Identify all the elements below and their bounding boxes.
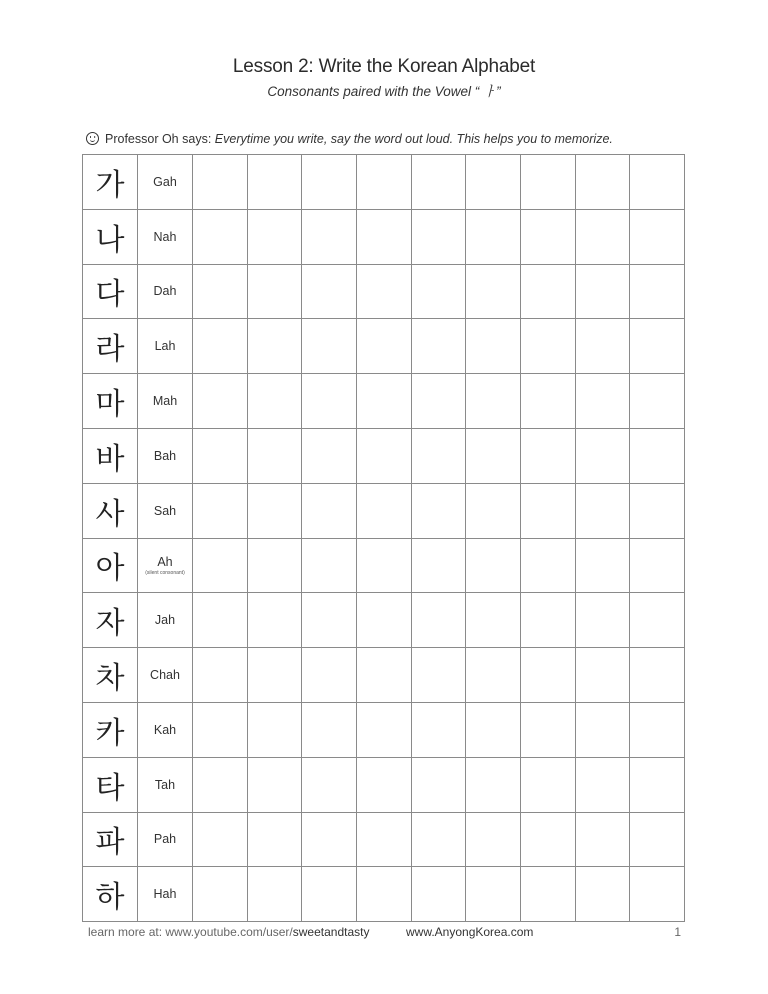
writing-practice-cell (356, 648, 411, 703)
romanization-note: (silent consonant) (145, 569, 185, 576)
writing-practice-cell (247, 483, 302, 538)
writing-practice-cell (411, 319, 466, 374)
writing-practice-cell (302, 757, 357, 812)
writing-practice-cell (193, 319, 248, 374)
hangul-syllable: 카 (83, 702, 138, 757)
romanization-cell (138, 757, 193, 812)
romanization: Hah (153, 887, 177, 902)
romanization: Tah (154, 777, 176, 792)
writing-practice-cell (520, 757, 575, 812)
hangul-syllable: 가 (83, 155, 138, 210)
writing-practice-cell (193, 867, 248, 922)
writing-practice-cell (247, 757, 302, 812)
writing-practice-cell (630, 428, 685, 483)
writing-practice-cell (411, 593, 466, 648)
writing-practice-cell (575, 374, 630, 429)
writing-practice-cell (466, 812, 521, 867)
writing-practice-cell (356, 264, 411, 319)
writing-practice-cell (302, 428, 357, 483)
smiley-icon (86, 132, 99, 145)
page-number: 1 (674, 925, 681, 939)
writing-practice-cell (193, 428, 248, 483)
writing-practice-cell (466, 209, 521, 264)
romanization-cell (138, 428, 193, 483)
practice-row (83, 538, 685, 593)
romanization: Dah (153, 284, 177, 299)
writing-practice-cell (193, 483, 248, 538)
writing-practice-cell (411, 812, 466, 867)
romanization: Nah (153, 229, 177, 244)
romanization-cell (138, 155, 193, 210)
tip-message: Everytime you write, say the word out loud. This helps you to memorize. (214, 132, 613, 146)
practice-row (83, 264, 685, 319)
hangul-syllable: 바 (83, 428, 138, 483)
writing-practice-cell (575, 757, 630, 812)
writing-practice-cell (466, 648, 521, 703)
writing-practice-cell (356, 209, 411, 264)
writing-practice-cell (520, 319, 575, 374)
practice-row (83, 593, 685, 648)
writing-practice-cell (630, 538, 685, 593)
writing-practice-cell (356, 428, 411, 483)
writing-practice-cell (630, 757, 685, 812)
writing-practice-cell (356, 374, 411, 429)
writing-practice-cell (630, 264, 685, 319)
writing-practice-cell (575, 155, 630, 210)
writing-practice-cell (466, 757, 521, 812)
writing-practice-cell (411, 209, 466, 264)
practice-row (83, 648, 685, 703)
writing-practice-cell (411, 648, 466, 703)
writing-practice-cell (630, 209, 685, 264)
writing-practice-cell (193, 538, 248, 593)
writing-practice-cell (411, 155, 466, 210)
writing-practice-cell (466, 374, 521, 429)
romanization-cell (138, 209, 193, 264)
writing-practice-cell (575, 812, 630, 867)
writing-practice-cell (466, 319, 521, 374)
practice-row (83, 209, 685, 264)
writing-practice-cell (302, 702, 357, 757)
writing-practice-cell (193, 757, 248, 812)
writing-practice-cell (247, 867, 302, 922)
practice-grid (82, 154, 685, 922)
writing-practice-cell (411, 483, 466, 538)
writing-practice-cell (411, 702, 466, 757)
writing-practice-cell (575, 593, 630, 648)
writing-practice-cell (466, 264, 521, 319)
writing-practice-cell (466, 483, 521, 538)
writing-practice-cell (356, 483, 411, 538)
hangul-syllable: 사 (83, 483, 138, 538)
romanization: Mah (152, 394, 178, 409)
writing-practice-cell (630, 319, 685, 374)
romanization: Lah (154, 339, 176, 354)
romanization: Sah (153, 503, 177, 518)
writing-practice-cell (411, 428, 466, 483)
writing-practice-cell (356, 155, 411, 210)
hangul-syllable: 파 (83, 812, 138, 867)
romanization: Chah (150, 668, 180, 683)
youtube-channel: sweetandtasty (292, 925, 370, 939)
writing-practice-cell (356, 702, 411, 757)
writing-practice-cell (520, 155, 575, 210)
writing-practice-cell (520, 483, 575, 538)
writing-practice-cell (466, 867, 521, 922)
writing-practice-cell (302, 648, 357, 703)
writing-practice-cell (193, 264, 248, 319)
page-title: Lesson 2: Write the Korean Alphabet (232, 56, 536, 77)
writing-practice-cell (411, 538, 466, 593)
writing-practice-cell (193, 209, 248, 264)
writing-practice-cell (520, 428, 575, 483)
writing-practice-cell (247, 155, 302, 210)
writing-practice-cell (520, 209, 575, 264)
writing-practice-cell (575, 538, 630, 593)
writing-practice-cell (630, 374, 685, 429)
writing-practice-cell (466, 593, 521, 648)
writing-practice-cell (302, 538, 357, 593)
hangul-syllable: 아 (83, 538, 138, 593)
writing-practice-cell (247, 264, 302, 319)
writing-practice-cell (520, 264, 575, 319)
writing-practice-cell (247, 648, 302, 703)
writing-practice-cell (575, 483, 630, 538)
writing-practice-cell (302, 264, 357, 319)
writing-practice-cell (520, 702, 575, 757)
romanization: Ah (157, 554, 173, 569)
writing-practice-cell (411, 757, 466, 812)
writing-practice-cell (411, 264, 466, 319)
learn-more-prefix: learn more at: www.youtube.com/user/ (88, 925, 293, 939)
romanization-cell (138, 374, 193, 429)
practice-row (83, 155, 685, 210)
writing-practice-cell (302, 374, 357, 429)
tip-speaker: Professor Oh says: (105, 132, 212, 146)
practice-row (83, 483, 685, 538)
writing-practice-cell (575, 867, 630, 922)
writing-practice-cell (356, 319, 411, 374)
hangul-syllable: 다 (83, 264, 138, 319)
writing-practice-cell (520, 812, 575, 867)
practice-row (83, 812, 685, 867)
hangul-syllable: 나 (83, 209, 138, 264)
hangul-syllable: 마 (83, 374, 138, 429)
writing-practice-cell (193, 155, 248, 210)
writing-practice-cell (520, 593, 575, 648)
romanization-cell (138, 867, 193, 922)
writing-practice-cell (630, 812, 685, 867)
romanization-cell (138, 702, 193, 757)
writing-practice-cell (247, 428, 302, 483)
writing-practice-cell (466, 538, 521, 593)
writing-practice-cell (302, 867, 357, 922)
writing-practice-cell (356, 867, 411, 922)
writing-practice-cell (630, 867, 685, 922)
romanization: Gah (153, 174, 177, 189)
practice-row (83, 374, 685, 429)
writing-practice-cell (356, 812, 411, 867)
writing-practice-cell (247, 702, 302, 757)
practice-row (83, 867, 685, 922)
writing-practice-cell (630, 483, 685, 538)
writing-practice-cell (302, 209, 357, 264)
writing-practice-cell (520, 374, 575, 429)
learn-more-link[interactable] (88, 925, 369, 939)
writing-practice-cell (466, 428, 521, 483)
writing-practice-cell (247, 593, 302, 648)
writing-practice-cell (247, 319, 302, 374)
romanization-cell (138, 593, 193, 648)
writing-practice-cell (520, 867, 575, 922)
romanization-cell (138, 812, 193, 867)
hangul-syllable: 차 (83, 648, 138, 703)
writing-practice-cell (575, 264, 630, 319)
website-link[interactable]: www.AnyongKorea.com (406, 925, 534, 939)
writing-practice-cell (193, 812, 248, 867)
hangul-syllable: 라 (83, 319, 138, 374)
writing-practice-cell (356, 538, 411, 593)
romanization-cell (138, 319, 193, 374)
practice-row (83, 757, 685, 812)
writing-practice-cell (411, 374, 466, 429)
writing-practice-cell (630, 593, 685, 648)
writing-practice-cell (302, 155, 357, 210)
writing-practice-cell (193, 593, 248, 648)
writing-practice-cell (411, 867, 466, 922)
romanization: Bah (153, 448, 177, 463)
writing-practice-cell (247, 812, 302, 867)
writing-practice-cell (575, 648, 630, 703)
writing-practice-cell (575, 428, 630, 483)
writing-practice-cell (247, 538, 302, 593)
writing-practice-cell (302, 483, 357, 538)
writing-practice-cell (356, 593, 411, 648)
romanization-cell (138, 483, 193, 538)
hangul-syllable: 자 (83, 593, 138, 648)
writing-practice-cell (520, 538, 575, 593)
writing-practice-cell (302, 593, 357, 648)
romanization-cell (138, 264, 193, 319)
romanization: Jah (154, 613, 176, 628)
writing-practice-cell (466, 155, 521, 210)
hangul-syllable: 하 (83, 867, 138, 922)
writing-practice-cell (575, 209, 630, 264)
practice-row (83, 319, 685, 374)
hangul-syllable: 타 (83, 757, 138, 812)
writing-practice-cell (356, 757, 411, 812)
writing-practice-cell (575, 319, 630, 374)
writing-practice-cell (630, 702, 685, 757)
writing-practice-cell (193, 648, 248, 703)
writing-practice-cell (520, 648, 575, 703)
writing-practice-cell (302, 319, 357, 374)
romanization: Pah (153, 832, 177, 847)
romanization: Kah (153, 722, 177, 737)
writing-practice-cell (630, 155, 685, 210)
writing-practice-cell (247, 374, 302, 429)
practice-row (83, 428, 685, 483)
writing-practice-cell (466, 702, 521, 757)
writing-practice-cell (575, 702, 630, 757)
writing-practice-cell (193, 702, 248, 757)
romanization-cell (138, 648, 193, 703)
writing-practice-cell (193, 374, 248, 429)
romanization-cell (138, 538, 193, 593)
writing-practice-cell (630, 648, 685, 703)
writing-practice-cell (247, 209, 302, 264)
page-subtitle: Consonants paired with the Vowel “ ㅏ” (267, 84, 501, 99)
writing-practice-cell (302, 812, 357, 867)
practice-row (83, 702, 685, 757)
professor-tip (86, 132, 613, 146)
